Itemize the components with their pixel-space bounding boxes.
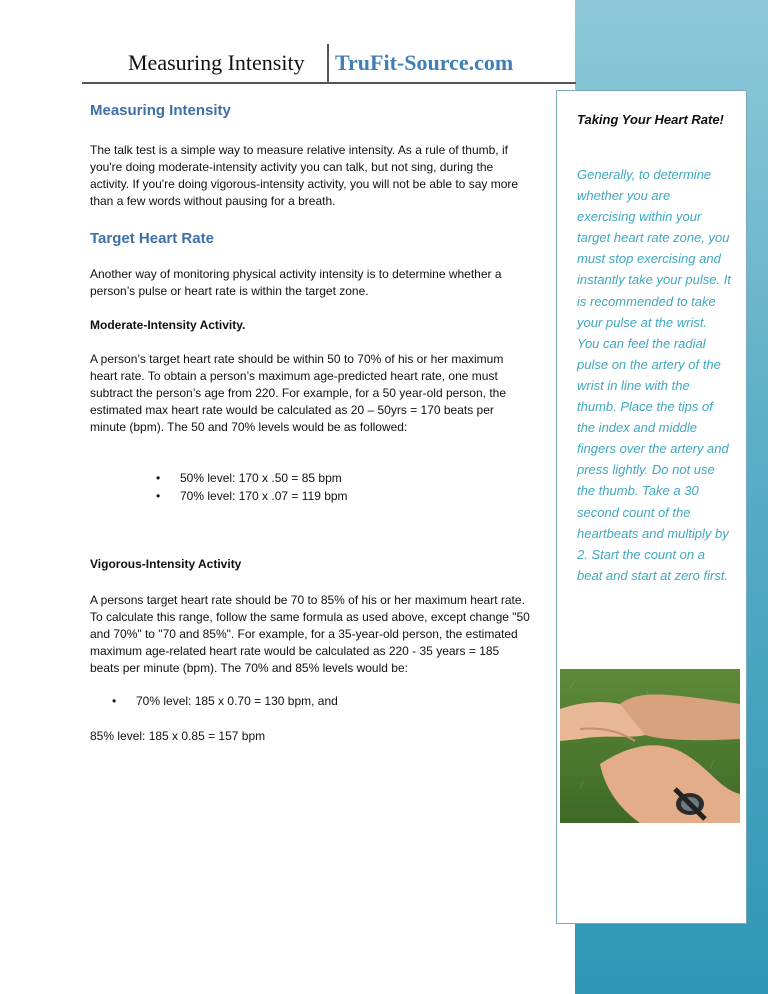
sidebar-title: Taking Your Heart Rate! <box>577 112 724 127</box>
heading-target-heart-rate: Target Heart Rate <box>90 230 214 247</box>
vigorous-intensity-title: Vigorous-Intensity Activity <box>90 557 242 571</box>
bullet-dot: • <box>156 489 161 503</box>
header-divider <box>327 44 329 82</box>
sidebar-box <box>556 90 747 924</box>
moderate-intensity-title: Moderate-Intensity Activity. <box>90 318 246 332</box>
paragraph-monitoring: Another way of monitoring physical activity intensity is to determine whether a person’s pulse or heart rate is within the target zone. <box>90 267 502 298</box>
header-site-name: TruFit-Source.com <box>335 50 514 75</box>
list-item: 70% level: 185 x 0.70 = 130 bpm, and <box>136 694 338 708</box>
sidebar-body: Generally, to determine whether you are exercising within your target heart rate zone, you must stop exercising and instantly take your pulse. It is recommended to take your pulse at the wrist. You can feel the radial pulse on the artery of the wrist in line with the thumb. Place the tips of the index and middle fingers over the artery and press lightly. Do not use the thumb. Take a 30 second count of the heartbeats and multiply by 2. Start the count on a beat and start at zero first. <box>577 167 731 583</box>
paragraph-vigorous: A persons target heart rate should be 70 to 85% of his or her maximum heart rate. To calculate this range, follow the same formula as used above, except change "50 and 70%" to "70 and 85%". For example, for a 35-year-old person, the estimated maximum age-related heart rate would be calculated as 220 - 35 years = 185 beats per minute (bpm). The 70% and 85% levels would be: <box>90 593 530 675</box>
paragraph-85-level: 85% level: 185 x 0.85 = 157 bpm <box>90 729 266 743</box>
paragraph-talk-test: The talk test is a simple way to measure relative intensity. As a rule of thumb, if you're doing moderate-intensity activity you can talk, but not sing, during the activity. If you're doing vigorous-intensity activity, you will not be able to say more than a few words without pausing for a breath. <box>90 143 519 208</box>
list-item: 70% level: 170 x .07 = 119 bpm <box>180 489 348 503</box>
page-header <box>82 44 576 84</box>
bullet-dot: • <box>112 694 117 708</box>
list-item: 50% level: 170 x .50 = 85 bpm <box>180 471 342 485</box>
paragraph-moderate: A person’s target heart rate should be within 50 to 70% of his or her maximum heart rate. To obtain a person’s maximum age-predicted heart rate, one must subtract the person’s age from 220. For example, for a 50 year-old person, the estimated max heart rate would be calculated as 20 – 50yrs = 170 beats per minute (bpm). The 50 and 70% levels would be as followed: <box>90 352 507 434</box>
bullet-dot: • <box>156 471 161 485</box>
wrist-pulse-photo <box>560 669 740 823</box>
heading-measuring-intensity: Measuring Intensity <box>90 102 231 119</box>
header-title: Measuring Intensity <box>128 50 305 75</box>
